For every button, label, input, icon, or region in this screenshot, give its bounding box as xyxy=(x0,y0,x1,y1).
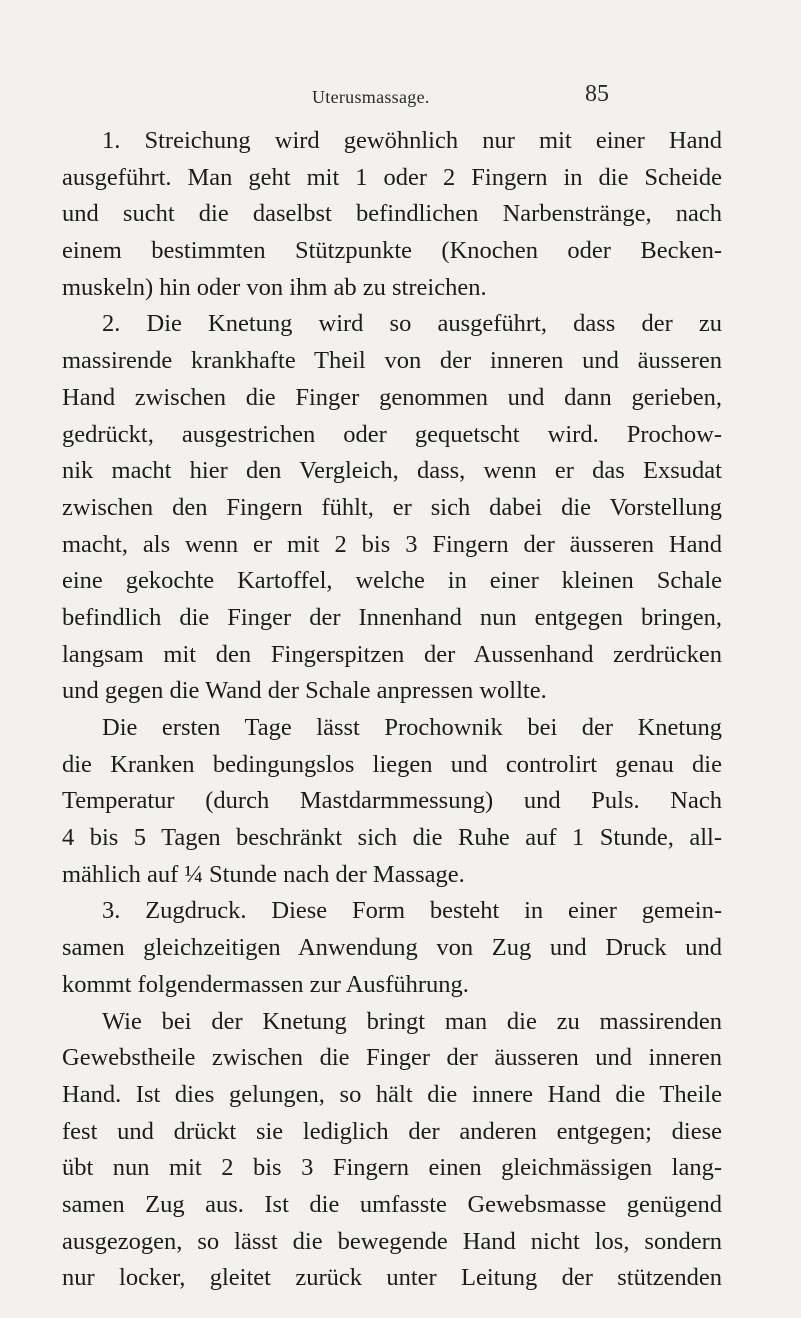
text-line: kommt folgendermassen zur Ausführung. xyxy=(62,970,469,998)
text-line: Temperatur (durch Mastdarmmessung) und Puls. Nach xyxy=(62,787,722,815)
text-line: Hand. Ist dies gelungen, so hält die innere Hand die Theile xyxy=(62,1080,722,1108)
text-line: befindlich die Finger der Innenhand nun entgegen bringen, xyxy=(62,603,722,631)
text-line: eine gekochte Kartoffel, welche in einer kleinen Schale xyxy=(62,567,722,595)
text-line: Gewebstheile zwischen die Finger der äusseren und inneren xyxy=(62,1044,722,1072)
text-line: langsam mit den Fingerspitzen der Aussenhand zerdrücken xyxy=(62,640,722,668)
text-line: massirende krankhafte Theil von der inneren und äusseren xyxy=(62,347,722,375)
text-line: nur locker, gleitet zurück unter Leitung der stützenden xyxy=(62,1264,722,1292)
text-line: einem bestimmten Stützpunkte (Knochen oder Becken- xyxy=(62,237,722,265)
text-line: Die ersten Tage lässt Prochownik bei der Knetung xyxy=(102,714,722,741)
page-number: 85 xyxy=(585,81,609,107)
text-line: 1. Streichung wird gewöhnlich nur mit einer Hand xyxy=(102,127,722,154)
running-title: Uterusmassage. xyxy=(312,87,430,107)
text-line: samen gleichzeitigen Anwendung von Zug und Druck und xyxy=(62,934,722,962)
text-line: fest und drückt sie lediglich der anderen entgegen; diese xyxy=(62,1117,722,1145)
text-line: ausgezogen, so lässt die bewegende Hand nicht los, sondern xyxy=(62,1227,722,1255)
text-line: 4 bis 5 Tagen beschränkt sich die Ruhe auf 1 Stunde, all- xyxy=(62,824,722,852)
text-line: muskeln) hin oder von ihm ab zu streichen. xyxy=(62,273,487,301)
text-line: gedrückt, ausgestrichen oder gequetscht wird. Prochow- xyxy=(62,420,722,448)
text-line: macht, als wenn er mit 2 bis 3 Fingern der äusseren Hand xyxy=(62,530,722,558)
text-line: samen Zug aus. Ist die umfasste Gewebsmasse genügend xyxy=(62,1190,722,1218)
text-line: die Kranken bedingungslos liegen und controlirt genau die xyxy=(62,750,722,778)
text-line: 3. Zugdruck. Diese Form besteht in einer gemein- xyxy=(102,897,722,925)
text-line: zwischen den Fingern fühlt, er sich dabei die Vorstellung xyxy=(62,493,722,521)
text-line: Hand zwischen die Finger genommen und dann gerieben, xyxy=(62,383,722,411)
text-line: Wie bei der Knetung bringt man die zu massirenden xyxy=(102,1007,722,1035)
text-line: ausgeführt. Man geht mit 1 oder 2 Fingern in die Scheide xyxy=(62,163,722,191)
text-line: nik macht hier den Vergleich, dass, wenn er das Exsudat xyxy=(62,457,722,485)
body-text xyxy=(62,123,722,1297)
text-line: übt nun mit 2 bis 3 Fingern einen gleichmässigen lang- xyxy=(62,1154,722,1182)
text-line: 2. Die Knetung wird so ausgeführt, dass der zu xyxy=(102,310,722,338)
text-line: und sucht die daselbst befindlichen Narbenstränge, nach xyxy=(62,200,722,228)
text-line: mählich auf ¼ Stunde nach der Massage. xyxy=(62,860,465,888)
text-line: und gegen die Wand der Schale anpressen wollte. xyxy=(62,677,547,705)
